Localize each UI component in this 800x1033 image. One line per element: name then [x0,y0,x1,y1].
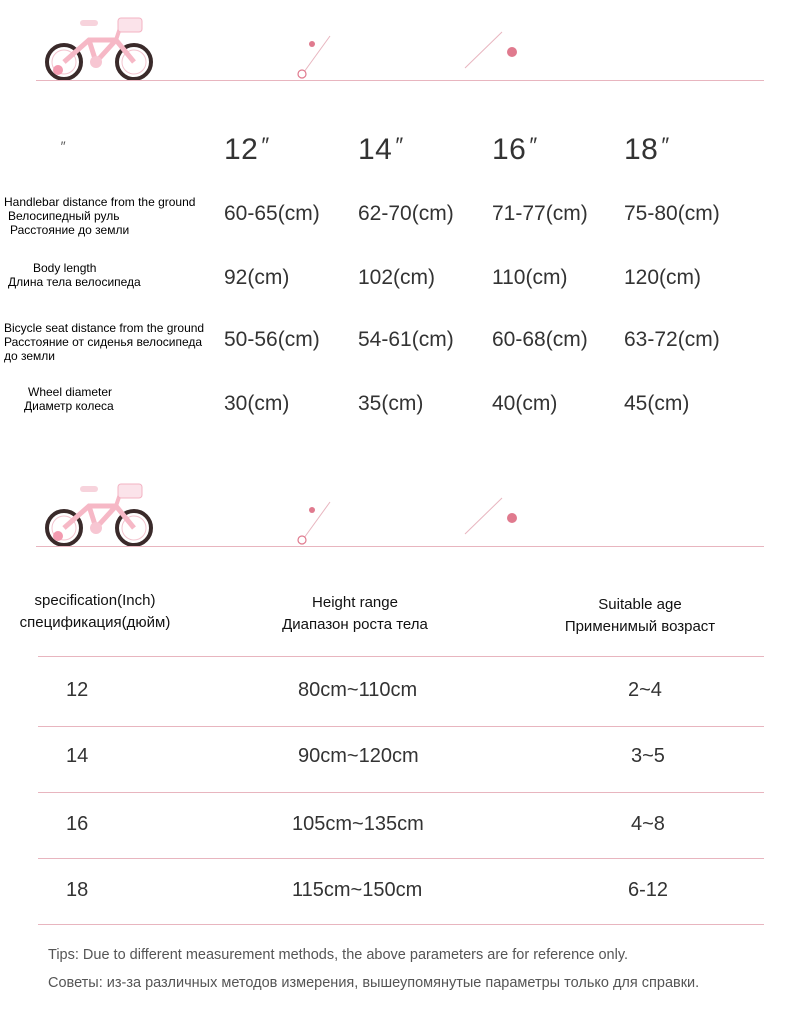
bicycle-icon [44,12,156,84]
cell-height-12: 80cm~110cm [298,679,418,701]
value-seat-14: 54-61(cm) [358,328,454,351]
value-wheel-18: 45(cm) [624,392,690,415]
table-rule-0 [38,656,764,657]
cell-height-14: 90cm~120cm [298,745,419,767]
value-wheel-14: 35(cm) [358,392,424,415]
table-rule-2 [38,792,764,793]
tips-russian: Советы: из-за различных методов измерения, вышеупомянутые параметры только для справки. [48,975,700,991]
value-seat-12: 50-56(cm) [224,328,320,351]
cell-spec-12: 12 [66,679,89,701]
row-label-body-length: Body length Длина тела велосипеда [8,261,141,289]
cell-age-12: 2~4 [628,679,662,701]
cell-spec-16: 16 [66,813,89,835]
value-body-14: 102(cm) [358,266,436,289]
deco-dot-line-2 [290,496,530,546]
size-header-18: 18″ [624,133,669,166]
value-handlebar-12: 60-65(cm) [224,202,320,225]
cell-spec-18: 18 [66,879,89,901]
value-seat-18: 63-72(cm) [624,328,720,351]
value-body-16: 110(cm) [492,266,568,289]
divider-top-banner [36,80,764,81]
value-handlebar-18: 75-80(cm) [624,202,720,225]
size-header-16: 16″ [492,133,537,166]
value-handlebar-16: 71-77(cm) [492,202,588,225]
row-label-seat-distance: Bicycle seat distance from the ground Расстояние от сиденья велосипеда до земли [4,321,205,363]
bike-illustration-top [44,12,156,84]
value-wheel-16: 40(cm) [492,392,558,415]
cell-spec-14: 14 [66,745,89,767]
row-label-handlebar: Handlebar distance from the ground Велосипедный руль Расстояние до земли [4,195,196,237]
value-seat-16: 60-68(cm) [492,328,588,351]
size-header-12: 12″ [224,133,269,166]
table-rule-3 [38,858,764,859]
corner-mark: ″ [60,138,65,154]
divider-bottom-banner [36,546,764,547]
deco-dot-line-1 [290,30,530,80]
cell-height-18: 115cm~150cm [292,879,423,901]
size-header-14: 14″ [358,133,403,166]
value-handlebar-14: 62-70(cm) [358,202,454,225]
value-wheel-12: 30(cm) [224,392,290,415]
row-label-wheel-diameter: Wheel diameter Диаметр колеса [24,385,114,413]
header-specification: specification(Inch) спецификация(дюйм) [19,592,171,631]
bicycle-icon [44,478,156,550]
cell-height-16: 105cm~135cm [292,813,424,835]
table-rule-4 [38,924,764,925]
tips-english: Tips: Due to different measurement methods, the above parameters are for reference only. [48,947,629,963]
bike-illustration-bottom [44,478,156,550]
table-rule-1 [38,726,764,727]
cell-age-16: 4~8 [631,813,665,835]
header-height-range: Height range Диапазон роста тела [282,594,428,633]
value-body-18: 120(cm) [624,266,702,289]
header-suitable-age: Suitable age Применимый возраст [564,596,716,635]
cell-age-14: 3~5 [631,745,665,767]
value-body-12: 92(cm) [224,266,290,289]
cell-age-18: 6-12 [628,879,669,901]
